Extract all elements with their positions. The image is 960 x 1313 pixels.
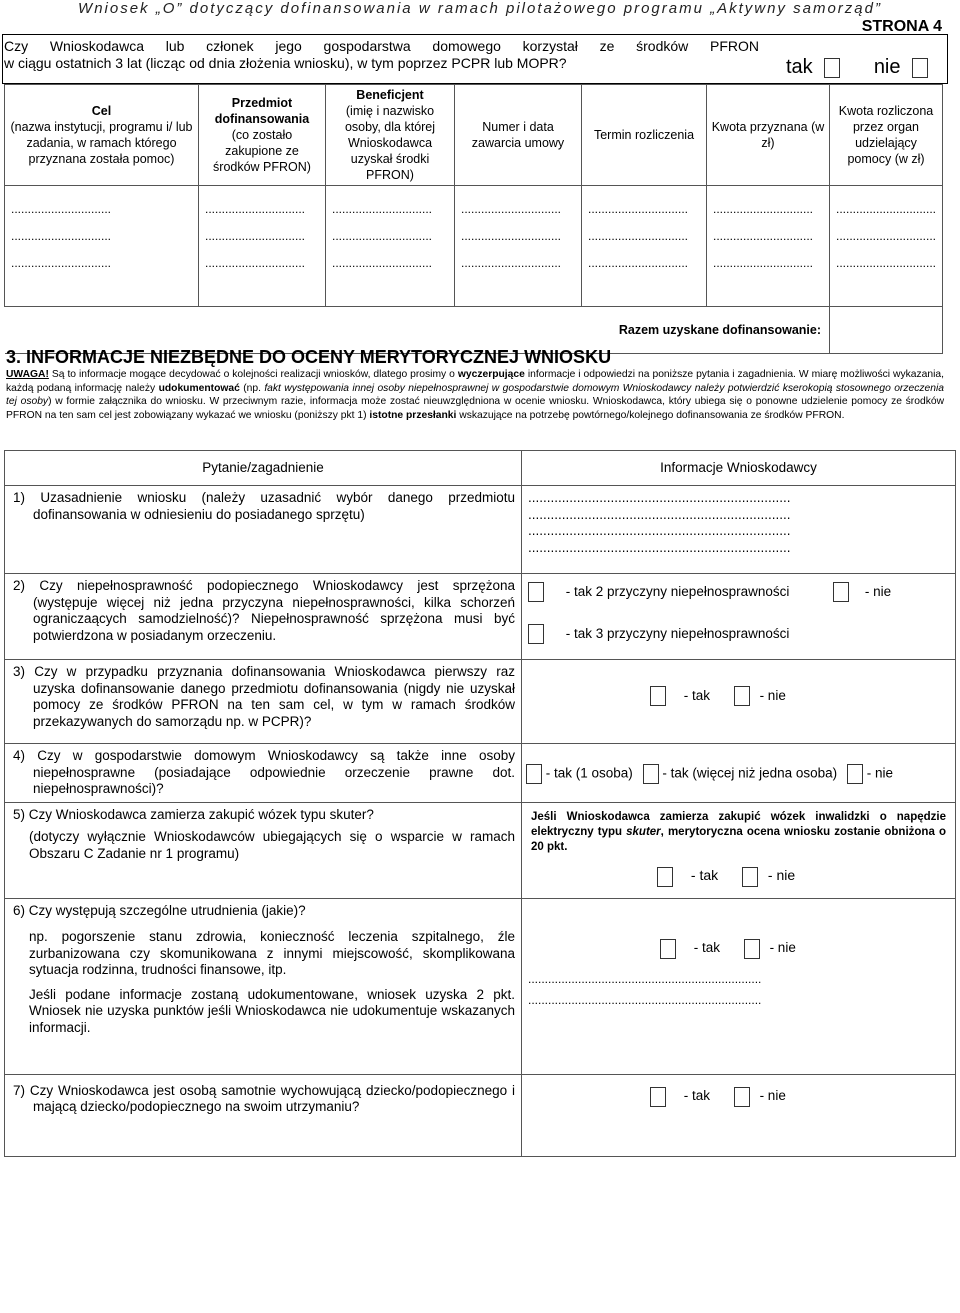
tak-label: tak — [786, 56, 813, 79]
header-kwota-rozliczona: Kwota rozliczona przez organ udzielający pomocy (w zł) — [830, 85, 943, 186]
q2-tak3-checkbox[interactable] — [528, 624, 544, 644]
q6-tak-checkbox[interactable] — [660, 939, 676, 959]
page-number: STRONA 4 — [861, 18, 942, 35]
answer-3 — [522, 660, 956, 744]
questions-header-row — [5, 451, 956, 486]
answer-5 — [522, 802, 956, 898]
table-header-row — [5, 85, 943, 186]
answer-7 — [522, 1074, 956, 1156]
answer-1-field[interactable]: ...................................................................... ...................................................................... ...................................................................... ...................................................................... — [522, 486, 956, 574]
q3-nie-checkbox[interactable] — [734, 686, 750, 706]
document-header: Wniosek „O” dotyczący dofinansowania w ramach pilotażowego programu „Aktywny samorząd” — [78, 0, 882, 17]
q4-tak-more-label: - tak (więcej niż jedna osoba) — [662, 765, 838, 781]
header-termin: Termin rozliczenia — [582, 85, 707, 186]
q2-tak2-checkbox[interactable] — [528, 582, 544, 602]
q6-nie-label: - nie — [769, 940, 796, 956]
q4-tak1-label: - tak (1 osoba) — [545, 765, 633, 781]
q3-tak-label: - tak — [683, 687, 711, 703]
q7-nie-label: - nie — [759, 1088, 786, 1104]
q3-nie-label: - nie — [759, 687, 786, 703]
input-termin[interactable]: .............................. .............................. .............................. — [582, 186, 707, 307]
header-przedmiot: Przedmiot dofinansowania (co zostało zakupione ze środków PFRON) — [199, 85, 326, 186]
header-kwota-przyznana: Kwota przyznana (w zł) — [707, 85, 830, 186]
skuter-warning: Jeśli Wnioskodawca zamierza zakupić wózek inwalidzki o napędzie elektryczny typu skuter, merytoryczna ocena wniosku zostanie obniżona o 20 pkt. — [531, 810, 946, 853]
question-7: 7) Czy Wnioskodawca jest osobą samotnie wychowującą dziecko/podopiecznego i mającą dziecko/podopiecznego na swoim utrzymaniu? — [5, 1074, 522, 1156]
q6-nie-checkbox[interactable] — [744, 939, 760, 959]
header-pytanie: Pytanie/zagadnienie — [5, 451, 522, 486]
input-kwota-rozliczona[interactable]: .............................. .............................. .............................. — [830, 186, 943, 307]
q4-tak1-checkbox[interactable] — [526, 764, 542, 784]
uwaga-note: UWAGA! Są to informacje mogące decydować o kolejności realizacji wniosków, dlatego prosimy o wyczerpujące informacje i odpowiedzi na poniższe pytania i zagadnienia. W miarę możliwości wykazania, każdą podaną informację należy udokumentować (np. fakt występowania innej osoby niepełnosprawnej w gospodarstwie domowym Wnioskodawcy należy potwierdzić kserokopią stosownego orzeczenia tej osoby) w formie załącznika do wniosku. W przeciwnym razie, informacja może zostać nieuwzględniona w ocenie wniosku. Wnioskodawca, który ubiega się o ponowne udzielenie pomocy ze środków PFRON na ten sam cel jest zobowiązany wykazać we wniosku (poniższy pkt 1) istotne przesłanki wskazujące na potrzebę powtórnego/kolejnego dofinansowania ze środków PFRON. — [6, 369, 944, 421]
q2-tak2-label: - tak 2 przyczyny niepełnosprawności — [565, 583, 790, 599]
q2-nie-label: - nie — [864, 583, 892, 599]
header-cel: Cel (nazwa instytucji, programu i/ lub zadania, w ramach którego przyznana została pomoc) — [5, 85, 199, 186]
header-informacje: Informacje Wnioskodawcy — [522, 451, 956, 486]
question-6: 6) Czy występują szczególne utrudnienia (jakie)? np. pogorszenie stanu zdrowia, konieczność leczenia szpitalnego, źle zurbanizowana czy skomunikowana z innymi miejscowość, skomplikowana sytuacja rodzinna, trudności finansowe, itp. Jeśli podane informacje zostaną udokumentowane, wniosek uzyska 2 pkt. Wniosek nie uzyska punktów jeśli Wnioskodawca nie udokumentuje wskazanych informacji. — [5, 898, 522, 1074]
question-4: 4) Czy w gospodarstwie domowym Wnioskodawcy są także inne osoby niepełnosprawne (posiadające odpowiednie orzeczenie prawne dot. niepełnosprawności)? — [5, 744, 522, 803]
pfron-question-line1: Czy Wnioskodawca lub członek jego gospodarstwa domowego korzystał ze środków PFRON — [4, 38, 759, 54]
tak-checkbox[interactable] — [824, 58, 840, 78]
q7-tak-checkbox[interactable] — [650, 1087, 666, 1107]
q5-nie-label: - nie — [767, 867, 796, 884]
question-row-7 — [5, 1074, 956, 1156]
header-beneficjent: Beneficjent (imię i nazwisko osoby, dla której Wnioskodawca uzyskał środki PFRON) — [326, 85, 455, 186]
pfron-history-table — [4, 84, 943, 354]
input-beneficjent[interactable]: .............................. .............................. .............................. — [326, 186, 455, 307]
q5-tak-checkbox[interactable] — [657, 867, 673, 887]
q4-nie-checkbox[interactable] — [847, 764, 863, 784]
question-row-3 — [5, 660, 956, 744]
q6-tak-label: - tak — [693, 940, 721, 956]
question-row-4 — [5, 744, 956, 803]
section-title: 3. INFORMACJE NIEZBĘDNE DO OCENY MERYTORYCZNEJ WNIOSKU — [6, 347, 612, 367]
answer-2 — [522, 574, 956, 660]
q4-tak-more-checkbox[interactable] — [643, 764, 659, 784]
q5-nie-checkbox[interactable] — [742, 867, 758, 887]
input-cel[interactable]: .............................. .............................. .............................. — [5, 186, 199, 307]
input-kwota-przyznana[interactable]: .............................. .............................. .............................. — [707, 186, 830, 307]
question-3: 3) Czy w przypadku przyznania dofinansowania Wnioskodawca pierwszy raz uzyska dofinansowanie danego przedmiotu dofinansowania (nigdy nie uzyskał pomocy ze środków PFRON na ten sam cel, w tym w ramach środków przekazywanych do samorządu np. w PCPR)? — [5, 660, 522, 744]
q4-nie-label: - nie — [866, 765, 893, 781]
nie-label: nie — [873, 56, 901, 79]
question-row-5 — [5, 802, 956, 898]
header-numer-umowy: Numer i data zawarcia umowy — [455, 85, 582, 186]
pfron-question — [4, 38, 759, 72]
pfron-answer — [786, 56, 928, 79]
razem-value[interactable] — [830, 307, 943, 354]
pfron-question-line2: w ciągu ostatnich 3 lat (licząc od dnia złożenia wniosku), w tym poprzez PCPR lub MOPR? — [4, 55, 567, 71]
q5-tak-label: - tak — [690, 867, 719, 884]
question-2: 2) Czy niepełnosprawność podopiecznego Wnioskodawcy jest sprzężona (występuje więcej niż jedna przyczyna niepełnosprawności, kilka schorzeń ograniczaących samodzielność)? Niepełnosprawność sprzężona musi być potwierdzona w posiadanym orzeczeniu. — [5, 574, 522, 660]
answer-6 — [522, 898, 956, 1074]
q7-nie-checkbox[interactable] — [734, 1087, 750, 1107]
nie-checkbox[interactable] — [912, 58, 928, 78]
input-numer-umowy[interactable]: .............................. .............................. .............................. — [455, 186, 582, 307]
question-row-1 — [5, 486, 956, 574]
input-przedmiot[interactable]: .............................. .............................. .............................. — [199, 186, 326, 307]
question-row-6 — [5, 898, 956, 1074]
table-row — [5, 186, 943, 307]
q2-tak3-label: - tak 3 przyczyny niepełnosprawności — [565, 625, 790, 641]
razem-label: Razem uzyskane dofinansowanie: — [5, 307, 830, 354]
questions-table — [4, 450, 956, 1157]
answer-4 — [522, 744, 956, 803]
question-row-2 — [5, 574, 956, 660]
answer-6-field[interactable]: ...................................................................... ...................................................................... — [528, 971, 762, 1007]
question-1: 1) Uzasadnienie wniosku (należy uzasadnić wybór danego przedmiotu dofinansowania w odniesieniu do posiadanego sprzętu) — [5, 486, 522, 574]
q2-nie-checkbox[interactable] — [833, 582, 849, 602]
q7-tak-label: - tak — [683, 1088, 711, 1104]
q3-tak-checkbox[interactable] — [650, 686, 666, 706]
question-5: 5) Czy Wnioskodawca zamierza zakupić wózek typu skuter? (dotyczy wyłącznie Wnioskodawców ubiegających się o wsparcie w ramach Obszaru C Zadanie nr 1 programu) — [5, 802, 522, 898]
